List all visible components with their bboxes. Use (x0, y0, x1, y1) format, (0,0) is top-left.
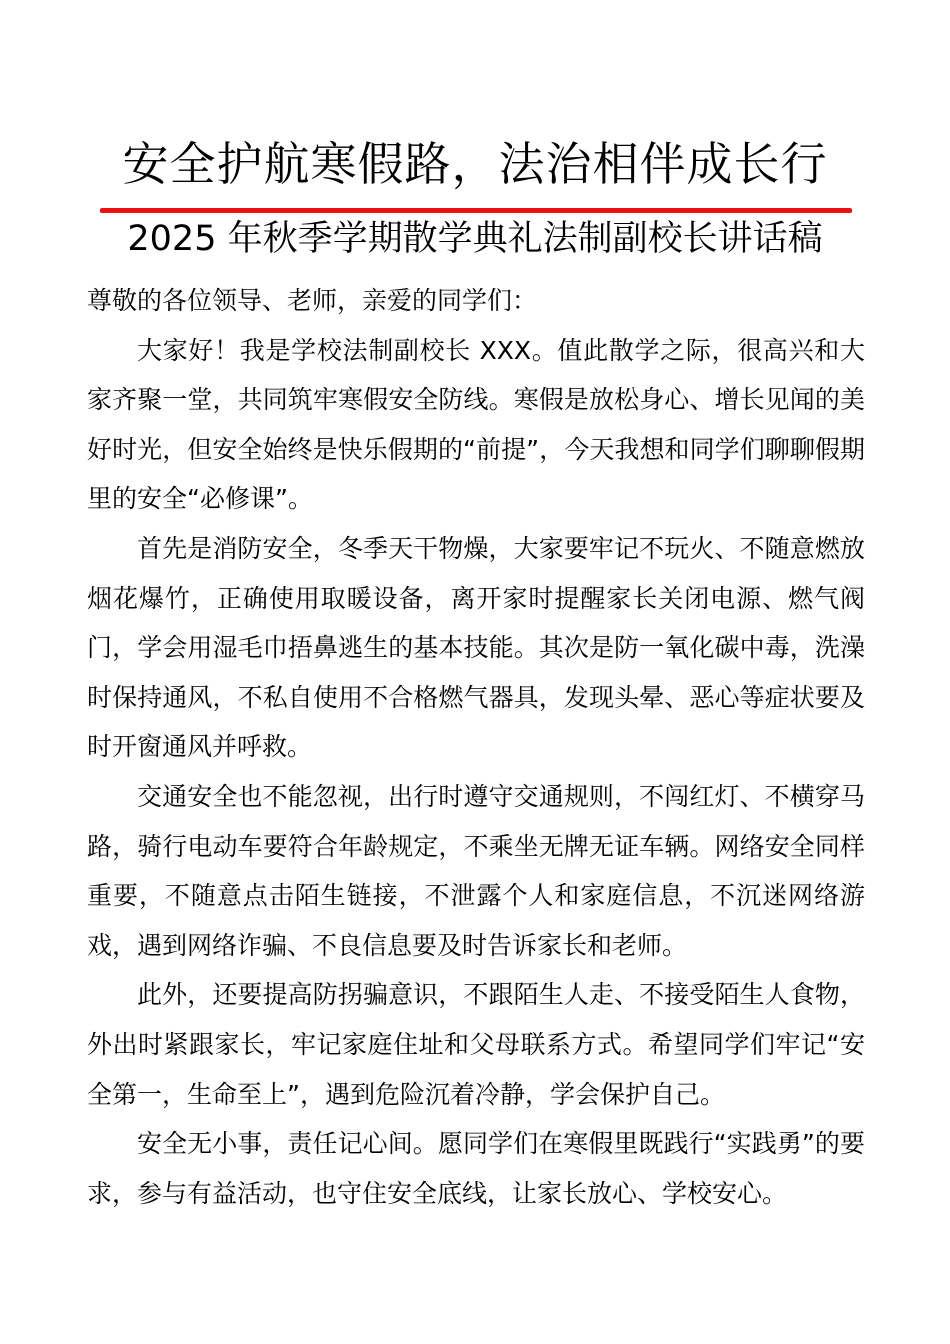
document-subtitle: 2025 年秋季学期散学典礼法制副校长讲话稿 (127, 219, 823, 259)
document-title: 安全护航寒假路，法治相伴成长行 (122, 137, 828, 191)
paragraph-closing: 安全无小事，责任记心间。愿同学们在寒假里既践行“实践勇”的要求，参与有益活动，也守住安全底线，让家长放心、学校安心。 (87, 1129, 865, 1208)
paragraph-anti-abduction: 此外，还要提高防拐骗意识，不跟陌生人走、不接受陌生人食物，外出时紧跟家长，牢记家庭住址和父母联系方式。希望同学们牢记“安全第一，生命至上”，遇到危险沉着冷静，学会保护自己。 (87, 980, 865, 1109)
paragraph-fire-safety: 首先是消防安全，冬季天干物燥，大家要牢记不玩火、不随意燃放烟花爆竹，正确使用取暖设备，离开家时提醒家长关闭电源、燃气阀门，学会用湿毛巾捂鼻逃生的基本技能。其次是防一氧化碳中毒，洗澡时保持通风，不私自使用不合格燃气器具，发现头晕、恶心等症状要及时开窗通风并呼救。 (87, 533, 865, 762)
paragraph-greeting: 大家好！我是学校法制副校长 XXX。值此散学之际，很高兴和大家齐聚一堂，共同筑牢寒假安全防线。寒假是放松身心、增长见闻的美好时光，但安全始终是快乐假期的“前提”，今天我想和同学们聊聊假期里的安全“必修课”。 (87, 335, 865, 514)
salutation: 尊敬的各位领导、老师，亲爱的同学们： (87, 286, 538, 315)
paragraph-traffic-network-safety: 交通安全也不能忽视，出行时遵守交通规则，不闯红灯、不横穿马路，骑行电动车要符合年龄规定，不乘坐无牌无证车辆。网络安全同样重要，不随意点击陌生链接，不泄露个人和家庭信息，不沉迷网络游戏，遇到网络诈骗、不良信息要及时告诉家长和老师。 (87, 781, 865, 960)
speech-body (87, 276, 865, 1218)
